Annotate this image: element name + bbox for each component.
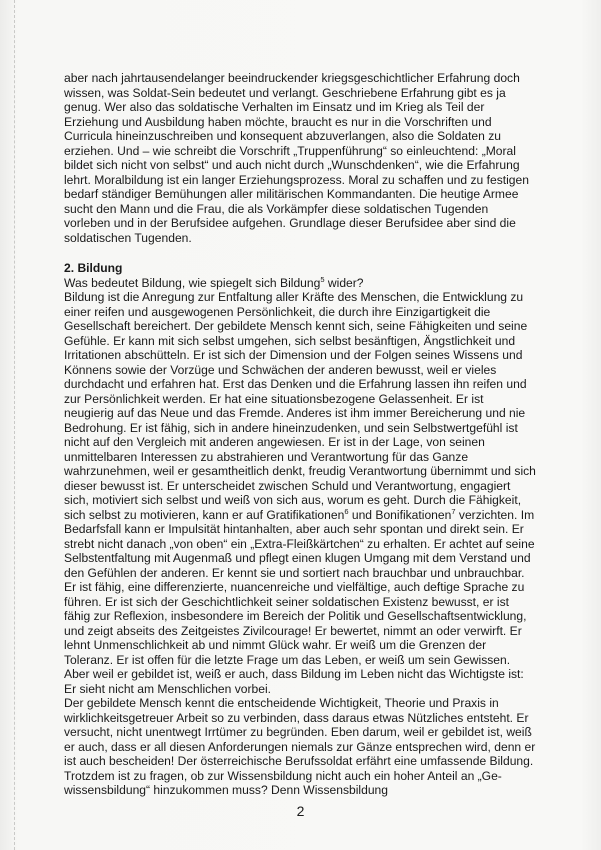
question-text: Was bedeutet Bildung, wie spiegelt sich Bildung [64, 275, 321, 290]
page-number: 2 [296, 803, 305, 819]
paragraph-gebildeter-mensch: Der gebildete Mensch kennt die entscheidende Wichtigkeit, Theorie und Praxis in wirklichkeitsgetreuer Arbeit so zu verbinden, dass daraus etwas Nützliches entsteht. Er versucht, nicht unentwegt Irrtümer zu begründen. Eben darum, weil er gebildet ist, weiß er auch, dass er all diesen Anforderungen niemals zur Gänze entsprechen wird, denn er ist auch bescheiden! Der österreichische Berufssoldat erfährt eine umfassende Bildung. Trotzdem ist zu fragen, ob zur Wissensbildung nicht auch ein hoher Anteil an „Ge-wissensbildung“ hinzukommen muss? Denn Wissensbildung [64, 696, 536, 797]
paragraph-bildung [64, 290, 536, 696]
footnote-ref-5: 5 [320, 274, 325, 284]
footnote-ref-6: 6 [344, 506, 349, 516]
section-heading: 2. Bildung [64, 261, 123, 275]
paragraph-bildung-part-1: Bildung ist die Anregung zur Entfaltung aller Kräfte des Menschen, die Entwicklung zu einer reifen und ausgewogenen Persönlichkeit, die durch ihre Einzigartigkeit die Gesellschaft bereichert. Der gebildete Mensch kennt sich, seine Fähigkeiten und seine Gefühle. Er kann mit sich selbst umgehen, sich selbst besänftigen, Ängstlichkeit und Irritationen abschütteln. Er ist sich der Dimension und der Folgen seines Wissens und Könnens sowie der Vorzüge und Schwächen der anderen bewusst, weil er vieles durchdacht und erfahren hat. Erst das Denken und die Erfahrung lassen ihn reifen und zur Persönlichkeit werden. Er hat eine situationsbezogene Gelassenheit. Er ist neugierig auf das Neue und das Fremde. Anderes ist ihm immer Bereicherung und nie Bedrohung. Er ist fähig, sich in andere hineinzudenken, und sein Selbstwertgefühl ist nicht auf den Vergleich mit anderen angewiesen. Er ist in der Lage, von seinen unmittelbaren Interessen zu abstrahieren und Verantwortung für das Ganze wahrzunehmen, weil er gesamtheitlich denkt, freudig Verantwortung übernimmt und sich dieser bewusst ist. Er unterscheidet zwischen Schuld und Verantwortung, engagiert sich, motiviert sich selbst und weiß von sich aus, worum es geht. Durch die Fähigkeit, sich selbst zu motivieren, kann er auf Gratifikationen [64, 290, 536, 522]
footnote-ref-7: 7 [451, 506, 456, 516]
paragraph-bildung-part-3: verzichten. Im Bedarfsfall kann er Impulsität hintanhalten, aber auch sehr spontan und direkt sein. Er strebt nicht danach „von oben“ ein „Extra-Fleißkärtchen“ zu erhalten. Er achtet auf seine Selbstentfaltung mit Augenmaß und pflegt einen klugen Umgang mit dem Verstand und den Gefühlen der anderen. Er kennt sie und sortiert nach brauchbar und unbrauchbar. Er ist fähig, eine differenzierte, nuancenreiche und vielfältige, auch deftige Sprache zu führen. Er ist sich der Geschichtlichkeit seiner soldatischen Existenz bewusst, er ist fähig zur Reflexion, insbesondere im Bereich der Politik und Gesellschaftsentwicklung, und zeigt abseits des Zeitgeistes Zivilcourage! Er bewertet, nimmt an oder verwirft. Er lehnt Unmenschlichkeit ab und nimmt Glück wahr. Er weiß um die Grenzen der Toleranz. Er ist offen für die letzte Frage um das Leben, er weiß um sein Gewissen. Aber weil er gebildet ist, weiß er auch, dass Bildung im Leben nicht das Wichtigste ist: Er sieht nicht am Menschlichen vorbei. [64, 507, 535, 696]
paragraph-bildung-part-2: und Bonifikationen [348, 507, 452, 522]
question-text-end: wider? [324, 275, 364, 290]
body-text [64, 71, 536, 798]
paragraph-moral: aber nach jahrtausendelanger beeindruckender kriegsgeschichtlicher Erfahrung doch wissen, was Soldat-Sein bedeutet und verlangt. Geschriebene Erfahrung gibt es ja genug. Wer also das soldatische Verhalten im Einsatz und im Krieg als Teil der Erziehung und Ausbildung haben möchte, braucht es nur in die Vorschriften und Curricula hineinzuschreiben und konsequent abzuverlangen, also die Soldaten zu erziehen. Und – wie schreibt die Vorschrift „Truppenführung“ so einleuchtend: „Moral bildet sich nicht von selbst“ und auch nicht durch „Wunschdenken“, wie die Erfahrung lehrt. Moralbildung ist ein langer Erziehungsprozess. Moral zu schaffen und zu festigen bedarf ständiger Bemühungen aller militärischen Kommandanten. Die heutige Armee sucht den Mann und die Frau, die als Vorkämpfer diese soldatischen Tugenden vorleben und in der Berufsidee aufgehen. Grundlage dieser Berufsidee aber sind die soldatischen Tugenden. [64, 71, 529, 245]
scan-edge-line [14, 0, 16, 850]
section-question [64, 276, 536, 291]
